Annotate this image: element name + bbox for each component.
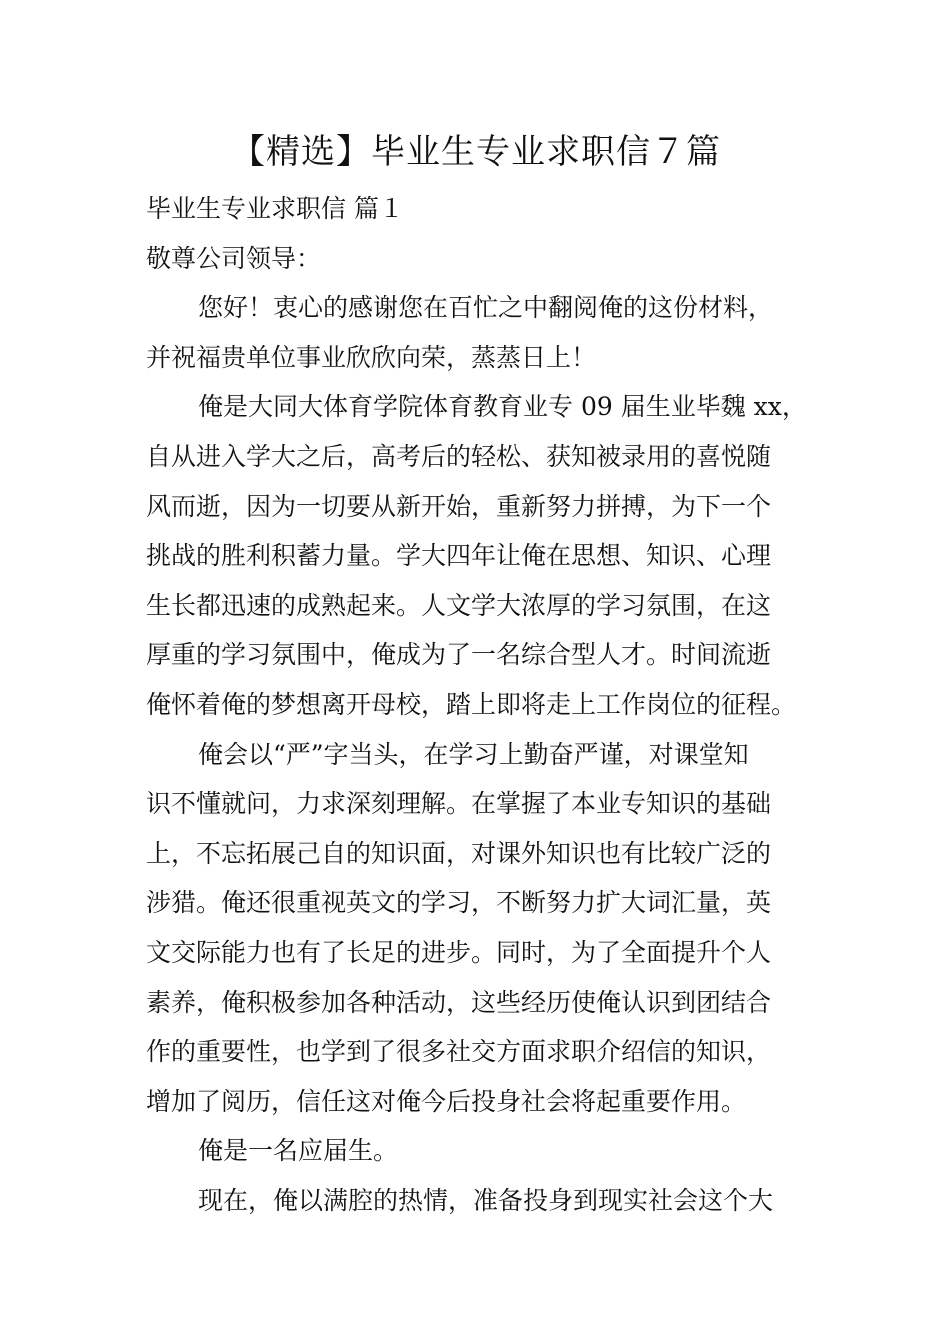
text-line: 识不懂就问，力求深刻理解。在掌握了本业专知识的基础 [146, 789, 772, 819]
text-line: 您好！衷心的感谢您在百忙之中翻阅俺的这份材料， [198, 293, 774, 323]
text-line: 厚重的学习氛围中，俺成为了一名综合型人才。时间流逝 [146, 640, 772, 670]
text-line: 生长都迅速的成熟起来。人文学大浓厚的学习氛围，在这 [146, 590, 772, 620]
paragraph-now [146, 1176, 806, 1226]
text-line: 作的重要性，也学到了很多社交方面求职介绍信的知识， [146, 1037, 772, 1067]
paragraph-introduction [146, 382, 806, 729]
text-line: 上，不忘拓展己自的知识面，对课外知识也有比较广泛的 [146, 838, 772, 868]
text-line: 并祝福贵单位事业欣欣向荣，蒸蒸日上！ [146, 342, 597, 372]
text-line: 俺是一名应届生。 [198, 1136, 399, 1166]
paragraph-graduate [146, 1126, 806, 1176]
document-page [146, 120, 806, 1225]
letter-subtitle: 毕业生专业求职信 篇１ [146, 194, 404, 223]
text-line: 俺怀着俺的梦想离开母校，踏上即将走上工作岗位的征程。 [146, 689, 797, 719]
text-line: 挑战的胜利积蓄力量。学大四年让俺在思想、知识、心理 [146, 541, 772, 571]
text-line: 素养，俺积极参加各种活动，这些经历使俺认识到团结合 [146, 987, 772, 1017]
paragraph-study [146, 730, 806, 1127]
text-line: 增加了阅历，信任这对俺今后投身社会将起重要作用。 [146, 1086, 747, 1116]
paragraph-greeting [146, 283, 806, 382]
text-line: 自从进入学大之后，高考后的轻松、获知被录用的喜悦随 [146, 441, 772, 471]
text-line: 涉猎。俺还很重视英文的学习，不断努力扩大词汇量，英 [146, 888, 772, 918]
salutation: 敬尊公司领导： [146, 243, 322, 273]
text-line: 文交际能力也有了长足的进步。同时，为了全面提升个人 [146, 937, 772, 967]
text-line: 俺会以“严”字当头，在学习上勤奋严谨，对课堂知 [198, 739, 749, 769]
text-line: 风而逝，因为一切要从新开始，重新努力拼搏，为下一个 [146, 491, 772, 521]
document-title: 【精选】毕业生专业求职信７篇 [231, 132, 721, 172]
text-line: 俺是大同大体育学院体育教育业专 09 届生业毕魏 xx， [198, 392, 807, 422]
text-line: 现在，俺以满腔的热情，准备投身到现实社会这个大 [198, 1185, 774, 1215]
